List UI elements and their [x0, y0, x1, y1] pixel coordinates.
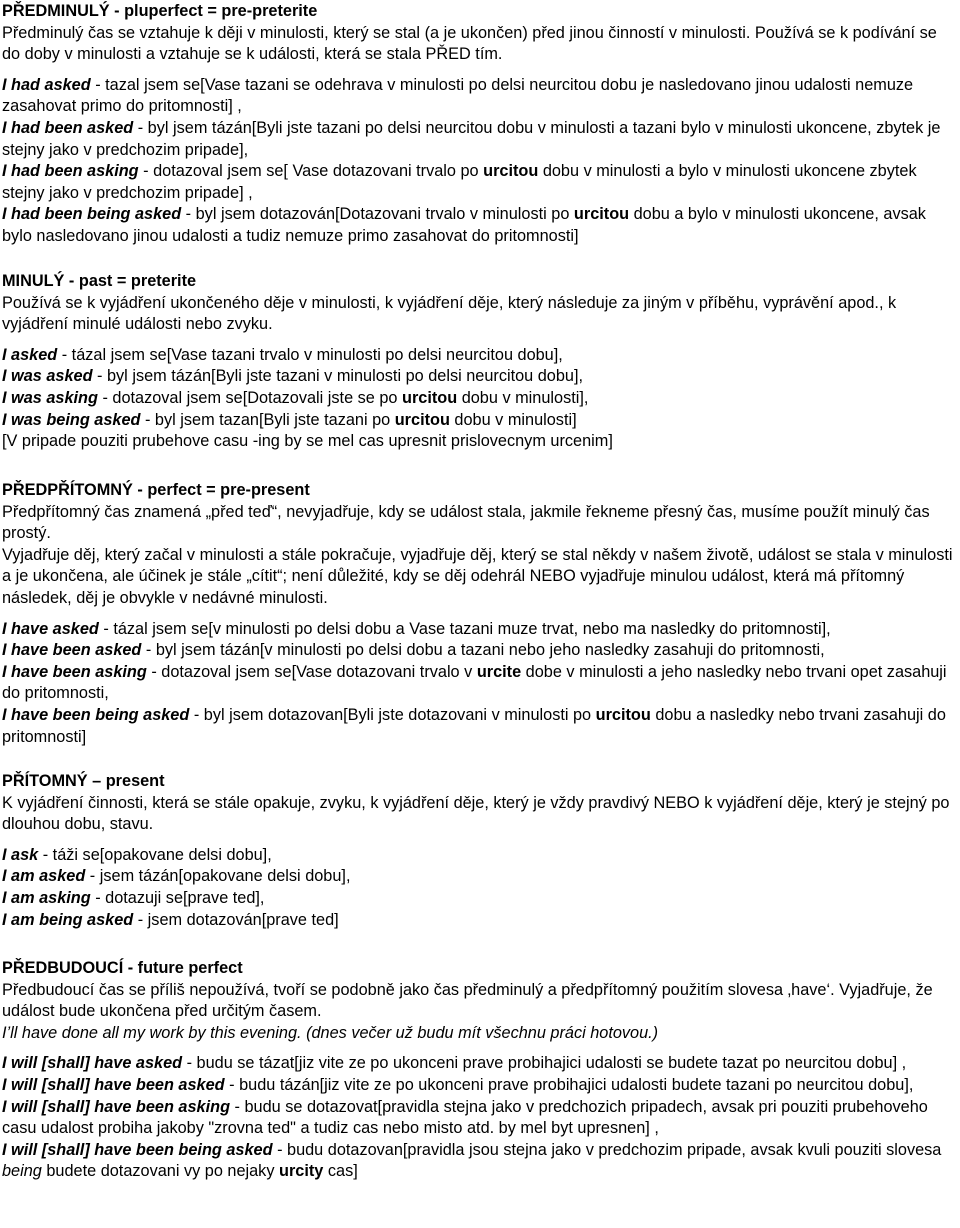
- tense-form: I have been asking: [2, 662, 147, 681]
- example-line: [2, 75, 959, 118]
- tense-form: I will [shall] have been being asked: [2, 1140, 273, 1159]
- explanation-text: - byl jsem dotazován[Dotazovani trvalo v minulosti po: [181, 205, 574, 224]
- emphasis: being: [2, 1162, 42, 1181]
- section-perfect: [2, 480, 959, 748]
- emphasis: urcite: [476, 662, 522, 681]
- examples: [2, 1053, 959, 1183]
- example-line: [2, 204, 959, 247]
- tense-form: I will [shall] have asked: [2, 1054, 183, 1073]
- tense-form: I had asked: [2, 75, 91, 94]
- tense-form: I have been being asked: [2, 705, 190, 724]
- explanation-text: - byl jsem tázán[v minulosti po delsi dobu a tazani nebo jeho nasledky zasahuji do pritomnosti,: [141, 641, 825, 660]
- explanation-text: dobu v minulosti a bylo v minulosti ukoncene zbytek stejny jako v predchozim pripade] ,: [2, 162, 917, 202]
- tense-form: I will [shall] have been asked: [2, 1075, 225, 1094]
- example-line: [2, 388, 959, 410]
- explanation-text: - tazal jsem se[Vase tazani se odehrava v minulosti po delsi neurcitou dobu je nasledovano jinou udalosti nemuze zasahovat primo do pritomnosti] ,: [2, 75, 914, 116]
- explanation-text: - budu dotazovan[pravidla jsou stejna jako v predchozim pripade, avsak kvuli pouziti slovesa: [272, 1140, 942, 1159]
- example-line: [2, 619, 959, 641]
- explanation-text: cas]: [323, 1162, 358, 1181]
- explanation-text: - dotazoval jsem se[ Vase dotazovani trvalo po: [138, 162, 484, 181]
- example-line: [2, 1075, 959, 1097]
- explanation-text: dobu a bylo v minulosti ukoncene, avsak bylo nasledovano jinou udalosti a tudiz nemuze primo zasahovat do pritomnosti]: [2, 205, 926, 245]
- explanation-text: - byl jsem dotazovan[Byli jste dotazovani v minulosti po: [189, 705, 596, 724]
- explanation-text: - byl jsem tázán[Byli jste tazani po delsi neurcitou dobu v minulosti a tazani bylo v minulosti ukoncene, zbytek je stejny jako v predchozim pripade],: [2, 118, 941, 159]
- explanation-text: - budu se dotazovat[pravidla stejna jako v predchozich pripadech, avsak pri pouziti prubehoveho casu udalost probiha jakoby "zrovna ted" a tudiz cas nebo misto atd. by mel byt upresnen] ,: [2, 1097, 928, 1138]
- section-past: [2, 271, 959, 453]
- example-line: [2, 866, 959, 888]
- example-line: [2, 345, 959, 367]
- section-heading: PŘEDBUDOUCÍ - future perfect: [2, 959, 243, 977]
- tense-form: I had been asked: [2, 118, 134, 137]
- example-line: [2, 1140, 959, 1183]
- tense-form: I was asking: [2, 388, 98, 407]
- examples: [2, 619, 959, 749]
- tense-form: I had been being asked: [2, 205, 182, 224]
- emphasis: urcity: [279, 1162, 324, 1181]
- example-line: [2, 888, 959, 910]
- tense-form: I was being asked: [2, 410, 141, 429]
- explanation-text: - táži se[opakovane delsi dobu],: [38, 845, 272, 864]
- examples: [2, 75, 959, 248]
- example-line: [2, 161, 959, 204]
- explanation-text: dobu v minulosti],: [457, 388, 589, 407]
- explanation-text: - dotazoval jsem se[Dotazovali jste se po: [97, 388, 402, 407]
- explanation-text: dobu v minulosti]: [449, 410, 577, 429]
- example-line: [2, 845, 959, 867]
- tense-form: I have asked: [2, 619, 99, 638]
- tense-form: I will [shall] have been asking: [2, 1097, 231, 1116]
- explanation-text: - tázal jsem se[Vase tazani trvalo v minulosti po delsi neurcitou dobu],: [57, 345, 563, 364]
- example-line: [2, 366, 959, 388]
- section-intro: K vyjádření činnosti, která se stále opakuje, zvyku, k vyjádření děje, který je vždy pravdivý NEBO k vyjádření děje, který je stejný po dlouhou dobu, stavu.: [2, 793, 950, 834]
- explanation-text: - byl jsem tazan[Byli jste tazani po: [140, 410, 395, 429]
- section-intro: Předbudoucí čas se příliš nepoužívá, tvoří se podobně jako čas předminulý a předpřítomný použitím slovesa ‚have‘. Vyjadřuje, že událost bude ukončena před určitým časem.: [2, 980, 933, 1021]
- examples: [2, 845, 959, 931]
- explanation-text: - jsem dotazován[prave ted]: [133, 910, 339, 929]
- explanation-text: - jsem tázán[opakovane delsi dobu],: [85, 867, 351, 886]
- tense-form: I am asked: [2, 867, 86, 886]
- section-intro: Předminulý čas se vztahuje k ději v minulosti, který se stal (a je ukončen) před jinou činností v minulosti. Používá se k podívání se do doby v minulosti a vztahuje se k události, která se stala PŘED tím.: [2, 23, 937, 64]
- emphasis: urcitou: [402, 388, 458, 407]
- explanation-text: budete dotazovani vy po nejaky: [41, 1162, 279, 1181]
- emphasis: urcitou: [483, 162, 539, 181]
- emphasis: urcitou: [595, 705, 651, 724]
- section-heading: PŘEDMINULÝ - pluperfect = pre-preterite: [2, 2, 318, 20]
- emphasis: urcitou: [394, 410, 450, 429]
- tense-form: I was asked: [2, 367, 93, 386]
- section-heading: PŘEDPŘÍTOMNÝ - perfect = pre-present: [2, 481, 310, 499]
- example-line: [2, 1097, 959, 1140]
- tense-form: I have been asked: [2, 641, 142, 660]
- explanation-text: - budu tázán[jiz vite ze po ukonceni prave probihajici udalosti budete tazani po neurcitou dobu],: [224, 1075, 914, 1094]
- section-intro: Předpřítomný čas znamená „před teď“, nevyjadřuje, kdy se událost stala, jakmile řekneme přesný čas, musíme použít minulý čas prostý.: [2, 502, 930, 543]
- section-present: [2, 771, 959, 931]
- explanation-text: - budu se tázat[jiz vite ze po ukonceni prave probihajici udalosti se budete tazat po neurcitou dobu] ,: [182, 1054, 907, 1073]
- tense-form: I asked: [2, 345, 58, 364]
- section-heading: PŘÍTOMNÝ – present: [2, 772, 165, 790]
- example-line: [2, 431, 959, 453]
- example-line: [2, 1053, 959, 1075]
- explanation-text: - byl jsem tázán[Byli jste tazani v minulosti po delsi neurcitou dobu],: [92, 367, 583, 386]
- section-heading: MINULÝ - past = preterite: [2, 272, 197, 290]
- explanation-text: dobe v minulosti a jeho nasledky nebo trvani opet zasahuji do pritomnosti,: [2, 662, 947, 703]
- example-line: [2, 410, 959, 432]
- section-pluperfect: [2, 1, 959, 248]
- example-line: [2, 910, 959, 932]
- explanation-text: [V pripade pouziti prubehove casu -ing by se mel cas upresnit prislovecnym urcenim]: [2, 432, 613, 451]
- tense-form: I ask: [2, 845, 39, 864]
- tense-form: I am being asked: [2, 910, 134, 929]
- example-line: [2, 662, 959, 705]
- section-intro-example: I’ll have done all my work by this evening. (dnes večer už budu mít všechnu práci hotovou.): [2, 1023, 659, 1042]
- explanation-text: - dotazuji se[prave ted],: [90, 888, 265, 907]
- example-line: [2, 705, 959, 748]
- example-line: [2, 640, 959, 662]
- explanation-text: dobu a nasledky nebo trvani zasahuji do pritomnosti]: [2, 705, 946, 746]
- explanation-text: - tázal jsem se[v minulosti po delsi dobu a Vase tazani muze trvat, nebo ma nasledky do pritomnosti],: [98, 619, 831, 638]
- emphasis: urcitou: [573, 205, 630, 224]
- examples: [2, 345, 959, 453]
- tense-form: I am asking: [2, 888, 91, 907]
- section-future-perfect: [2, 958, 959, 1183]
- section-intro: Používá se k vyjádření ukončeného děje v minulosti, k vyjádření děje, který následuje za jiným v příběhu, vyprávění apod., k vyjádření minulé události nebo zvyku.: [2, 293, 897, 334]
- explanation-text: - dotazoval jsem se[Vase dotazovani trvalo v: [146, 662, 477, 681]
- example-line: [2, 118, 959, 161]
- tense-form: I had been asking: [2, 162, 139, 181]
- section-intro: Vyjadřuje děj, který začal v minulosti a stále pokračuje, vyjadřuje děj, který se stal někdy v našem životě, událost se stala v minulosti a je ukončena, ale účinek je stále „cítit“; není důležité, kdy se děj odehrál NEBO vyjadřuje minulou událost, která má přítomný následek, děj je obvykle v nedávné minulosti.: [2, 545, 953, 607]
